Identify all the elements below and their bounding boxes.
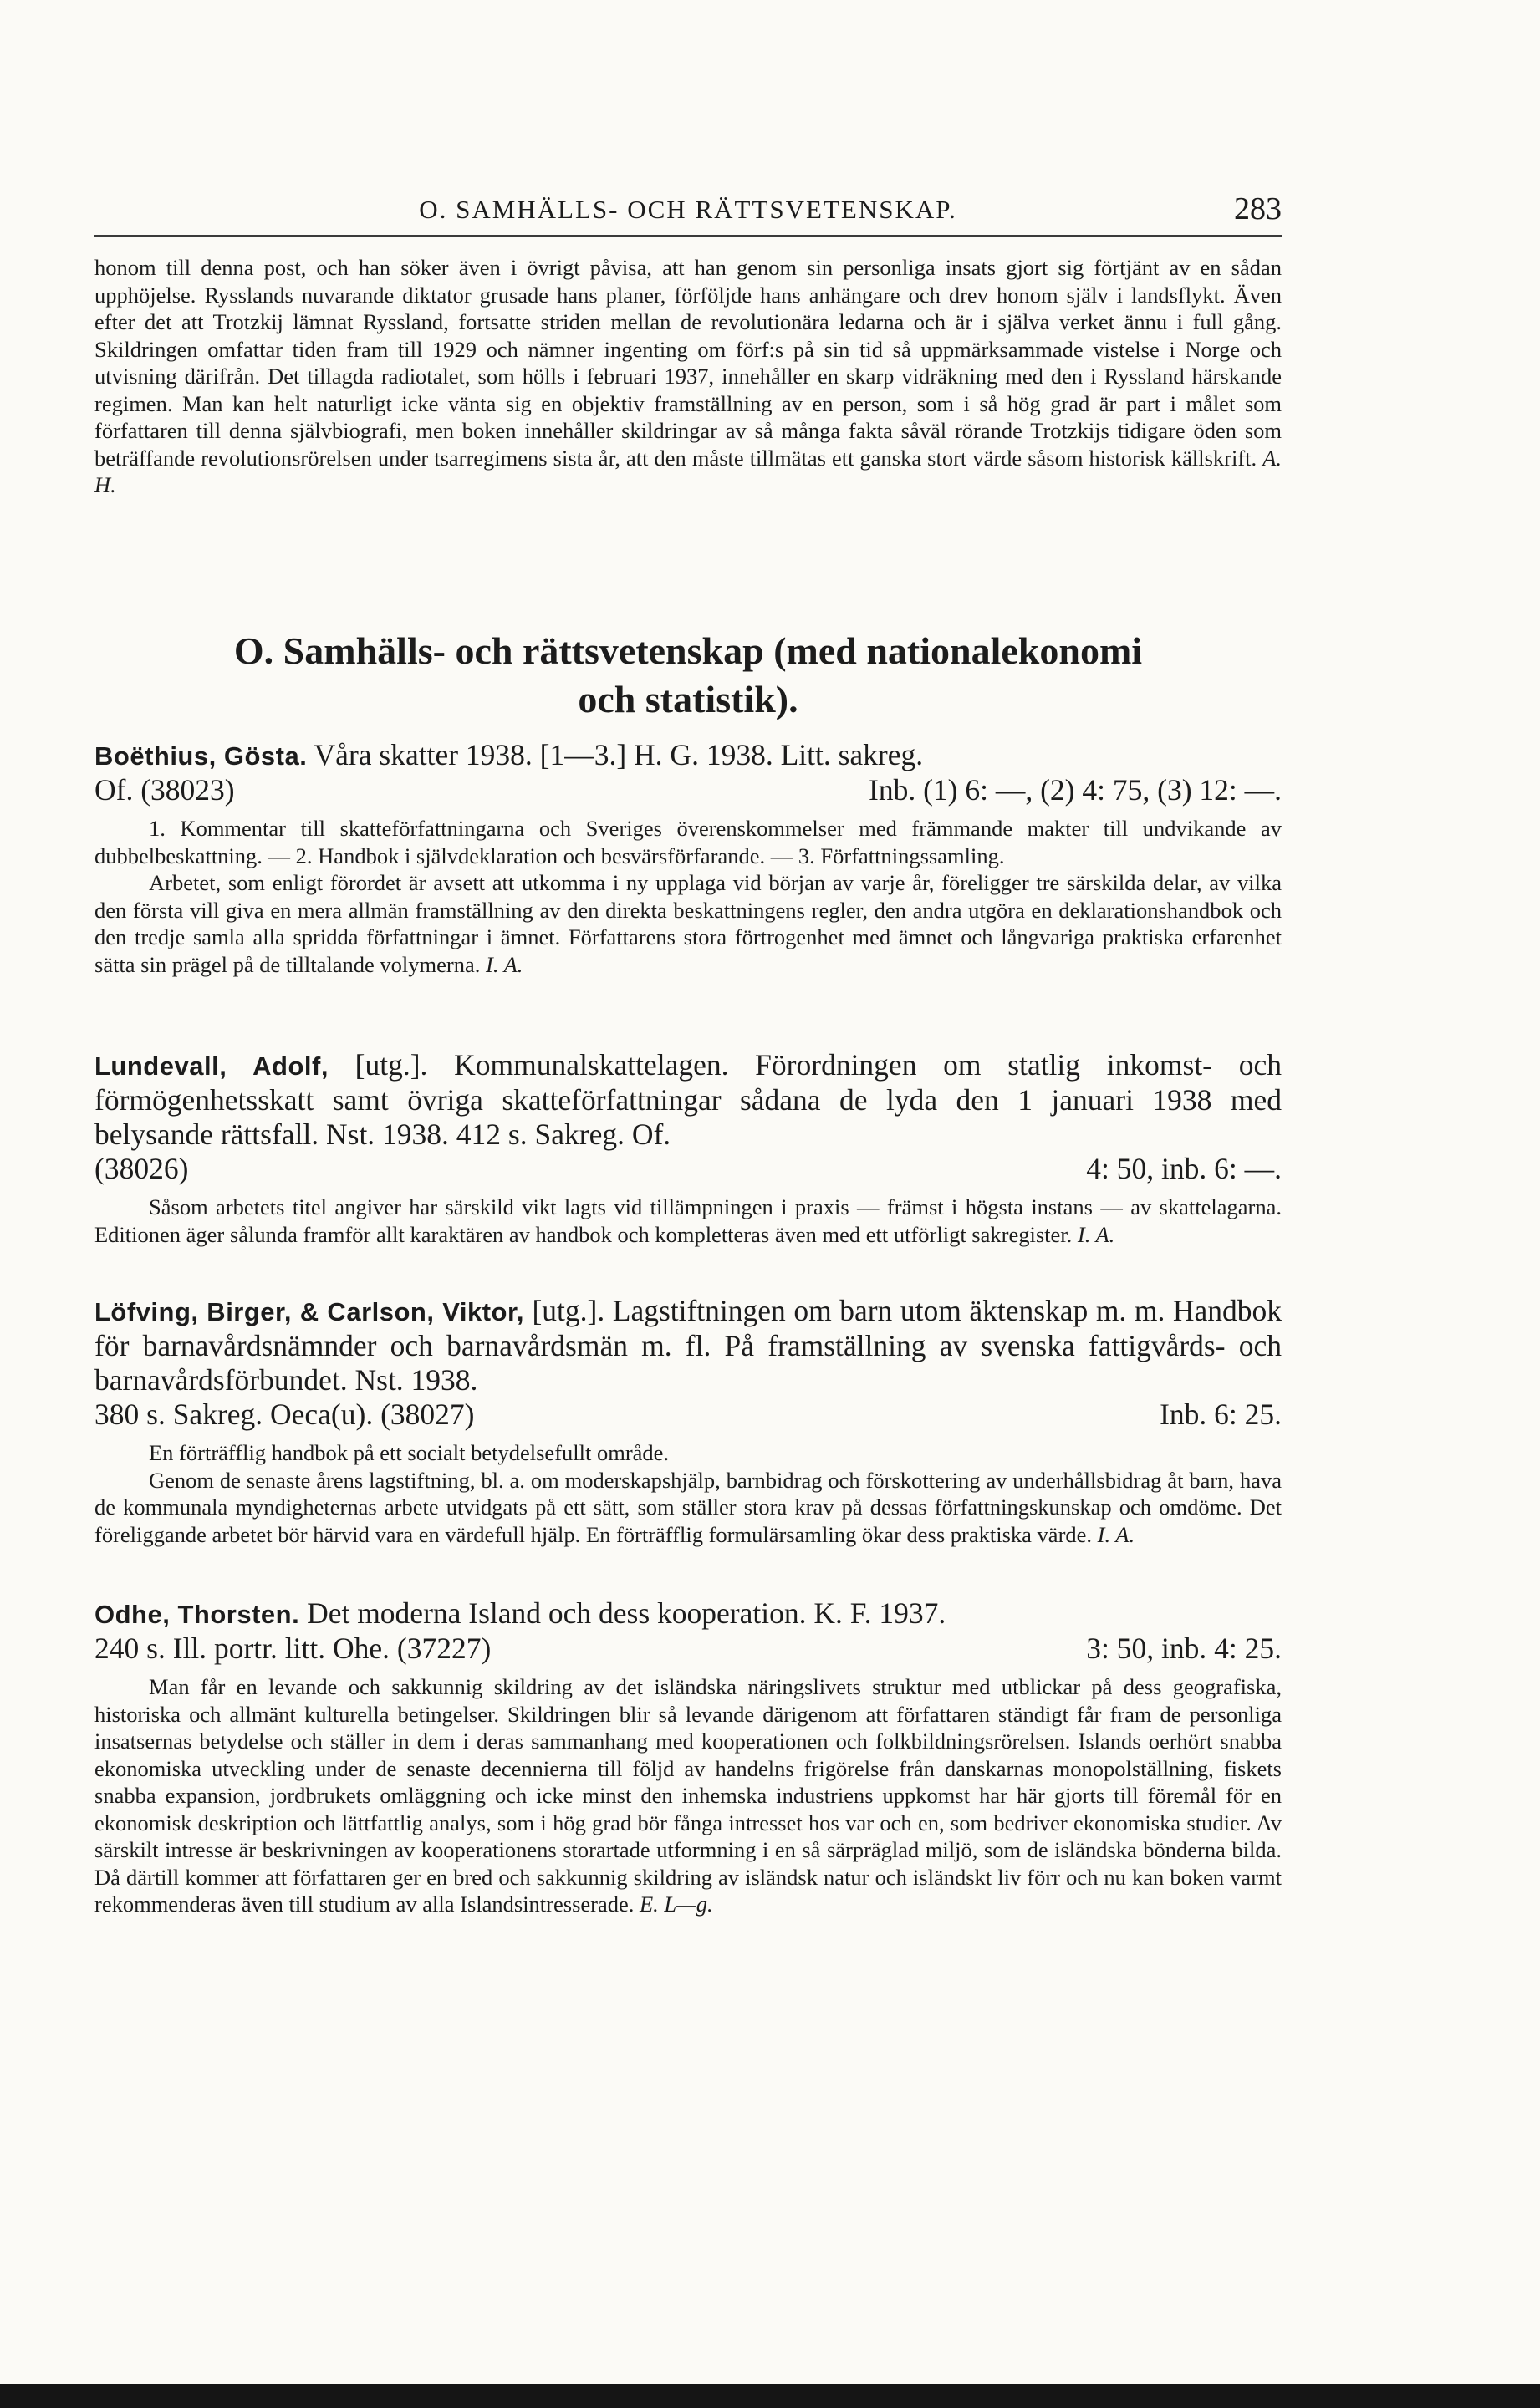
entry-price-line	[94, 1152, 1282, 1186]
entry-review-text: Man får en levande och sakkunnig skildring av det isländska näringslivets struktur med utblickar på dess geografiska, historiska och allmänt kulturella betingelser. Skildringen blir så levande därigenom att författaren ständigt får fram de personliga insatsernas betydelse och ställer in dem i deras sammanhang med kooperationen och folkbildningsrörelsen. Islands oerhört snabba ekonomiska utveckling under de senaste decennierna till följd av handelns frigörelse från danskarnas monopolställning, fiskets snabba expansion, jordbrukets omläggning och icke minst den inhemska industriens uppkomst har här gjorts till föremål för en ekonomisk deskription och lättfattlig analys, som i hög grad bör fånga intresset hos var och en, som bedriver ekonomiska studier. Av särskilt intresse är beskrivningen av kooperationens storartade utformning i en så särpräglad miljö, som de isländska bönderna bilda. Då därtill kommer att författaren ger en bred och sakkunnig skildring av isländsk natur och isländskt liv förr och nu kan boken varmt rekommenderas även till studium av alla Islandsintresserade.	[94, 1674, 1282, 1917]
intro-paragraph	[94, 254, 1282, 499]
intro-text: honom till denna post, och han söker även i övrigt påvisa, att han genom sin personliga insats gjort sig förtjänt av en sådan upphöjelse. Rysslands nuvarande diktator grusade hans planer, förföljde hans anhängare och drev honom själv i landsflykt. Även efter det att Trotzkij lämnat Ryssland, fortsatte striden mellan de revolutionära ledarna och är i själva verket ännu i full gång. Skildringen omfattar tiden fram till 1929 och nämner ingenting om förf:s på sin tid så uppmärksammade vistelse i Norge och utvisning därifrån. Det tillagda radiotalet, som hölls i februari 1937, innehåller en skarp vidräkning med den i Ryssland härskande regimen. Man kan helt naturligt icke vänta sig en objektiv framställning av en person, som i så hög grad är part i målet som författaren till denna självbiografi, men boken innehåller skildringar av så många fakta såväl rörande Trotzkijs tidigare öden som beträffande revolutionsrörelsen under tsarregimens sista år, att den måste tillmätas ett ganska stort värde såsom historisk källskrift.	[94, 255, 1282, 471]
section-title-line2: och statistik).	[578, 678, 798, 720]
entry-citation	[94, 738, 1282, 773]
entry-review-text: Såsom arbetets titel angiver har särskild vikt lagts vid tillämpningen i praxis — främst i högsta instans — av skattelagarna. Editionen äger sålunda framför allt karaktären av handbok och kompletteras även med ett utförligt sakregister.	[94, 1194, 1282, 1247]
entry-odhe	[94, 1596, 1282, 1918]
entry-author: Boëthius, Gösta.	[94, 741, 308, 771]
entry-review-text: Genom de senaste årens lagstiftning, bl. a. om moderskapshjälp, barnbidrag och förskottering av underhållsbidrag åt barn, hava de kommunala myndigheternas arbete utvidgats på ett sätt, som ställer stora krav på dessas författningskunskap och omdöme. Det föreliggande arbetet bör härvid vara en värdefull hjälp. En förträfflig formulärsamling ökar dess praktiska värde.	[94, 1467, 1282, 1547]
section-heading	[94, 627, 1282, 724]
entry-review	[94, 1673, 1282, 1918]
entry-review-lead: En förträfflig handbok på ett socialt betydelsefullt område.	[149, 1440, 670, 1465]
entry-classification: (38026)	[94, 1152, 189, 1185]
entry-price-line	[94, 1397, 1282, 1432]
entry-review	[94, 1467, 1282, 1549]
entry-lundevall	[94, 1048, 1282, 1248]
entry-price: Inb. 6: 25.	[1160, 1397, 1282, 1431]
running-title: O. SAMHÄLLS- OCH RÄTTSVETENSKAP.	[419, 195, 957, 224]
entry-citation	[94, 1048, 1282, 1152]
entry-signature: I. A.	[486, 951, 523, 977]
entry-author: Löfving, Birger, & Carlson, Viktor,	[94, 1297, 524, 1326]
scan-bottom-edge	[0, 2384, 1540, 2408]
entry-citation	[94, 1596, 1282, 1632]
entry-boethius	[94, 738, 1282, 978]
entry-signature: E. L—g.	[640, 1891, 713, 1917]
entry-author: Lundevall, Adolf,	[94, 1051, 329, 1081]
entry-contents: 1. Kommentar till skatteförfattningarna och Sveriges överenskommelser med främmande makter till undvikande av dubbelbeskattning. — 2. Handbok i självdeklaration och besvärsförfarande. — 3. Författningssamling.	[94, 816, 1282, 868]
entry-review	[94, 1194, 1282, 1248]
entry-review	[94, 869, 1282, 978]
entry-price: 3: 50, inb. 4: 25.	[1086, 1632, 1282, 1665]
entry-title: Det moderna Island och dess kooperation. K. F. 1937.	[307, 1596, 946, 1630]
intro-signature: A. H.	[94, 445, 1282, 497]
entry-citation	[94, 1294, 1282, 1397]
entry-title: [utg.]. Kommunalskattelagen. Förordningen om statlig inkomst- och förmögenhetsskatt samt övriga skatteförfattningar sådana de lyda den 1 januari 1938 med belysande rättsfall. Nst. 1938. 412 s. Sakreg. Of.	[94, 1048, 1282, 1151]
entry-price: 4: 50, inb. 6: —.	[1086, 1152, 1282, 1185]
page-number: 283	[1234, 191, 1282, 227]
entry-lofving	[94, 1294, 1282, 1548]
header-rule	[94, 235, 1282, 237]
entry-signature: I. A.	[1097, 1521, 1135, 1547]
entry-author: Odhe, Thorsten.	[94, 1600, 300, 1629]
entry-title: [utg.]. Lagstiftningen om barn utom äktenskap m. m. Handbok för barnavårdsnämnder och barnavårdsmän m. fl. På framställning av svenska fattigvårds- och barnavårdsförbundet. Nst. 1938.	[94, 1294, 1282, 1397]
entry-signature: I. A.	[1077, 1221, 1115, 1247]
running-head	[94, 191, 1282, 232]
entry-price-line	[94, 773, 1282, 807]
entry-classification: 380 s. Sakreg. Oeca(u). (38027)	[94, 1397, 475, 1431]
entry-title: Våra skatter 1938. [1—3.] H. G. 1938. Litt. sakreg.	[314, 738, 924, 771]
section-title-line1: O. Samhälls- och rättsvetenskap (med nationalekonomi	[233, 629, 1143, 672]
entry-price-line	[94, 1632, 1282, 1666]
entry-review-text: Arbetet, som enligt förordet är avsett att utkomma i ny upplaga vid början av varje år, föreligger tre särskilda delar, av vilka den första vill giva en mera allmän framställning av den direkta beskattningens regler, den andra utgöra en deklarationshandbok och den tredje samla alla spridda författningar i ämnet. Författarens stora förtrogenhet med ämnet och långvariga praktiska erfarenhet sätta sin prägel på de tilltalande volymerna.	[94, 870, 1282, 977]
entry-price: Inb. (1) 6: —, (2) 4: 75, (3) 12: —.	[869, 773, 1282, 807]
entry-classification: Of. (38023)	[94, 773, 235, 807]
entry-classification: 240 s. Ill. portr. litt. Ohe. (37227)	[94, 1632, 492, 1665]
intro-review	[94, 254, 1282, 499]
